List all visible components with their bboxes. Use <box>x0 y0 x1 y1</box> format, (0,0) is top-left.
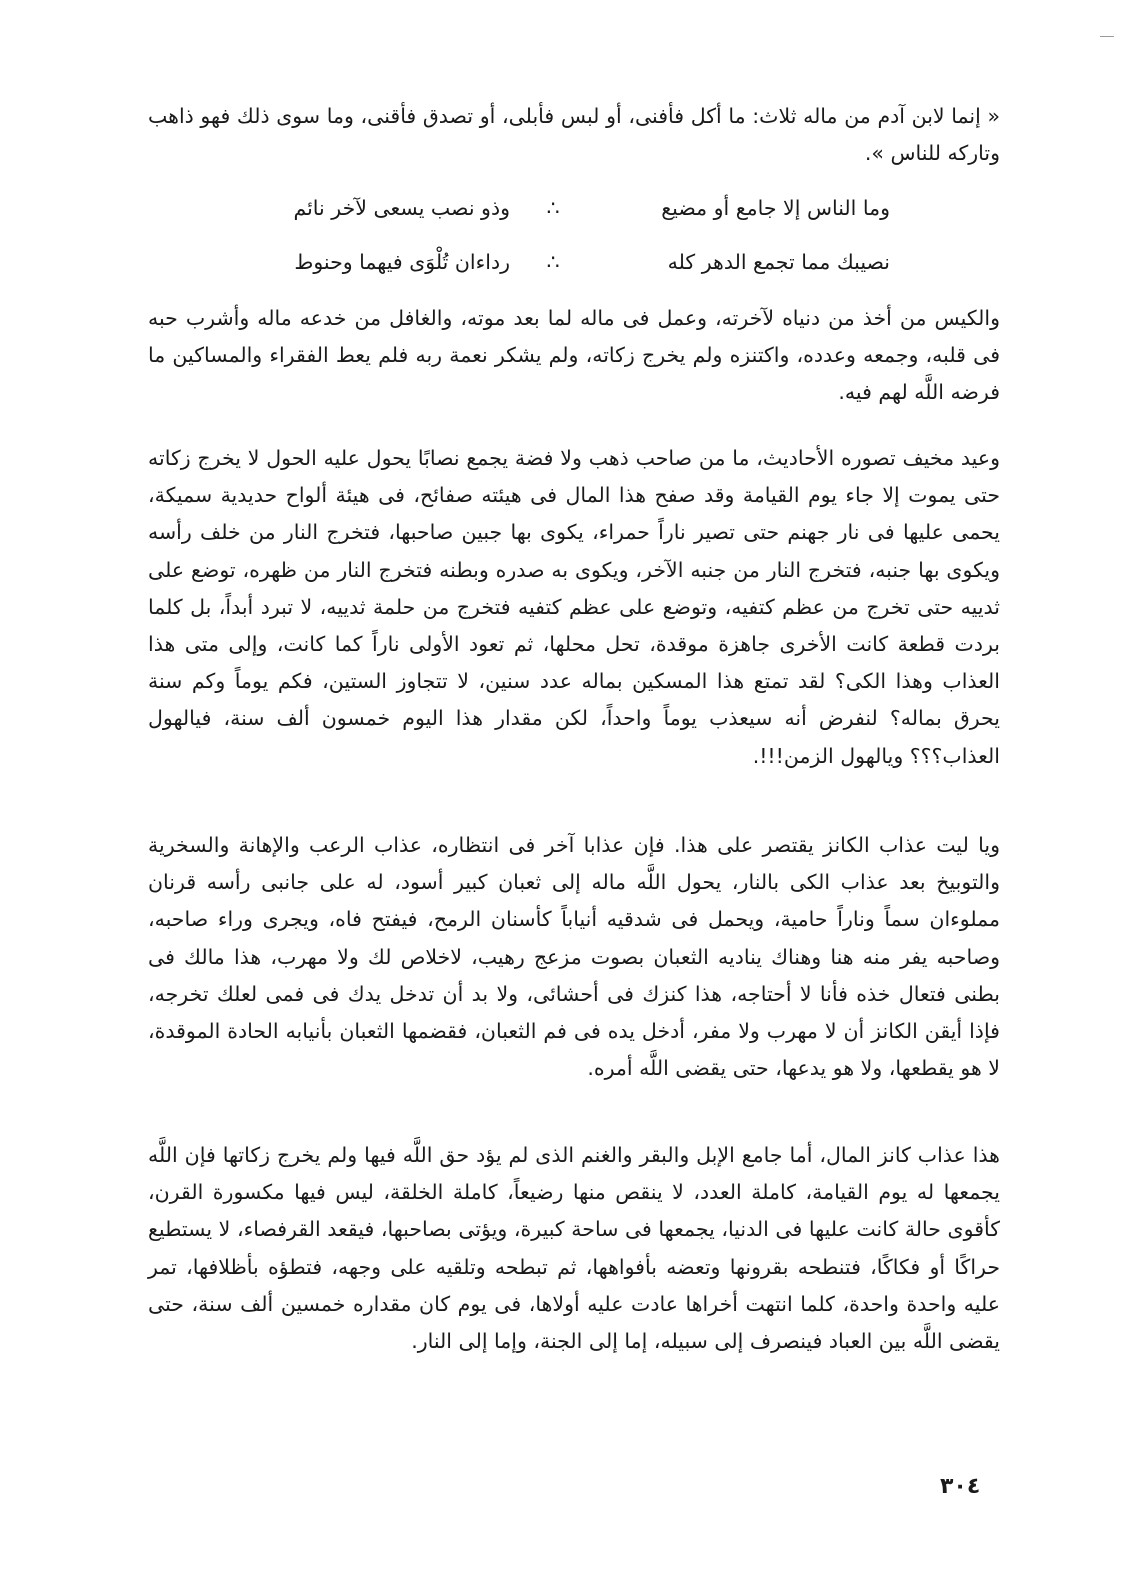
verse-first-hemistich: وما الناس إلا جامع أو مضيع <box>661 196 890 220</box>
paragraph-waeed: وعيد مخيف تصوره الأحاديث، ما من صاحب ذهب ولا فضة يجمع نصابًا يحول عليه الحول لا يخرج زكاته حتى يموت إلا جاء يوم القيامة وقد صفح هذا المال فى هيئته صفائح، فى هيئة ألواح حديدية سميكة، يحمى عليها فى نار جهنم حتى تصير ناراً حمراء، يكوى بها جبين صاحبها، فتخرج النار من خلف رأسه ويكوى بها جنبه، فتخرج النار من جنبه الآخر، ويكوى به صدره وبطنه فتخرج النار من ظهره، توضع على ثدييه حتى تخرج من عظم كتفيه، وتوضع على عظم كتفيه فتخرج من حلمة ثدييه، لا تبرد أبداً، بل كلما بردت قطعة كانت الأخرى جاهزة موقدة، تحل محلها، ثم تعود الأولى ناراً كما كانت، وإلى متى هذا العذاب وهذا الكى؟ لقد تمتع هذا المسكين بماله عدد سنين، لا تتجاوز الستين، فكم يوماً وكم سنة يحرق بماله؟ لنفرض أنه سيعذب يوماً واحداً، لكن مقدار هذا اليوم خمسون ألف سنة، فيالهول العذاب؟؟؟ ويالهول الزمن!!!. <box>148 446 1000 768</box>
poetry-verse <box>230 196 890 230</box>
paragraph-kayyis: والكيس من أخذ من دنياه لآخرته، وعمل فى ماله لما بعد موته، والغافل من خدعه ماله وأشرب حبه فى قلبه، وجمعه وعدده، واكتنزه ولم يخرج زكاته، ولم يشكر نعمة ربه فلم يعط الفقراء والمساكين ما فرضه اللَّه لهم فيه. <box>148 306 1000 405</box>
verse-separator: ∴ <box>546 250 560 274</box>
verse-second-hemistich: رداءان تُلْوَى فيهما وحنوط <box>294 250 510 274</box>
poetry-verse <box>230 250 890 284</box>
verse-second-hemistich: وذو نصب يسعى لآخر نائم <box>293 196 510 220</box>
hadith-quote: « إنما لابن آدم من ماله ثلاث: ما أكل فأفنى، أو لبس فأبلى، أو تصدق فأقنى، وما سوى ذلك فهو ذاهب وتاركه للناس ». <box>148 104 1000 166</box>
paragraph-thuban: ويا ليت عذاب الكانز يقتصر على هذا. فإن عذابا آخر فى انتظاره، عذاب الرعب والإهانة والسخرية والتوبيخ بعد عذاب الكى بالنار، يحول اللَّه ماله إلى ثعبان كبير أسود، له على جانبى رأسه قرنان مملوءان سماً وناراً حامية، ويحمل فى شدقيه أنياباً كأسنان الرمح، فيفتح فاه، ويجرى وراء صاحبه، وصاحبه يفر منه هنا وهناك يناديه الثعبان بصوت مزعج رهيب، لاخلاص لك ولا مهرب، هذا مالك فى بطنى فتعال خذه فأنا لا أحتاجه، هذا كنزك فى أحشائى، ولا بد أن تدخل يدك فى فمى لعلك تخرجه، فإذا أيقن الكانز أن لا مهرب ولا مفر، أدخل يده فى فم الثعبان، فقضمها الثعبان بأنيابه الحادة الموقدة، لا هو يقطعها، ولا هو يدعها، حتى يقضى اللَّه أمره. <box>148 833 1000 1081</box>
scan-mark <box>1100 36 1114 37</box>
paragraph-anaam: هذا عذاب كانز المال، أما جامع الإبل والبقر والغنم الذى لم يؤد حق اللَّه فيها ولم يخرج زكاتها فإن اللَّه يجمعها له يوم القيامة، كاملة العدد، لا ينقص منها رضيعاً، كاملة الخلقة، ليس فيها مكسورة القرن، كأقوى حالة كانت عليها فى الدنيا، يجمعها فى ساحة كبيرة، ويؤتى بصاحبها، فيقعد القرفصاء، لا يستطيع حراكًا أو فكاكًا، فتنطحه بقرونها وتعضه بأفواهها، ثم تبطحه وتلقيه على وجهه، فتطؤه بأظلافها، تمر عليه واحدة واحدة، كلما انتهت أخراها عادت عليه أولاها، فى يوم كان مقداره خمسين ألف سنة، حتى يقضى اللَّه بين العباد فينصرف إلى سبيله، إما إلى الجنة، وإما إلى النار. <box>148 1143 1000 1354</box>
page-number: ٣٠٤ <box>940 1474 981 1499</box>
verse-first-hemistich: نصيبك مما تجمع الدهر كله <box>667 250 890 274</box>
verse-separator: ∴ <box>546 196 560 220</box>
